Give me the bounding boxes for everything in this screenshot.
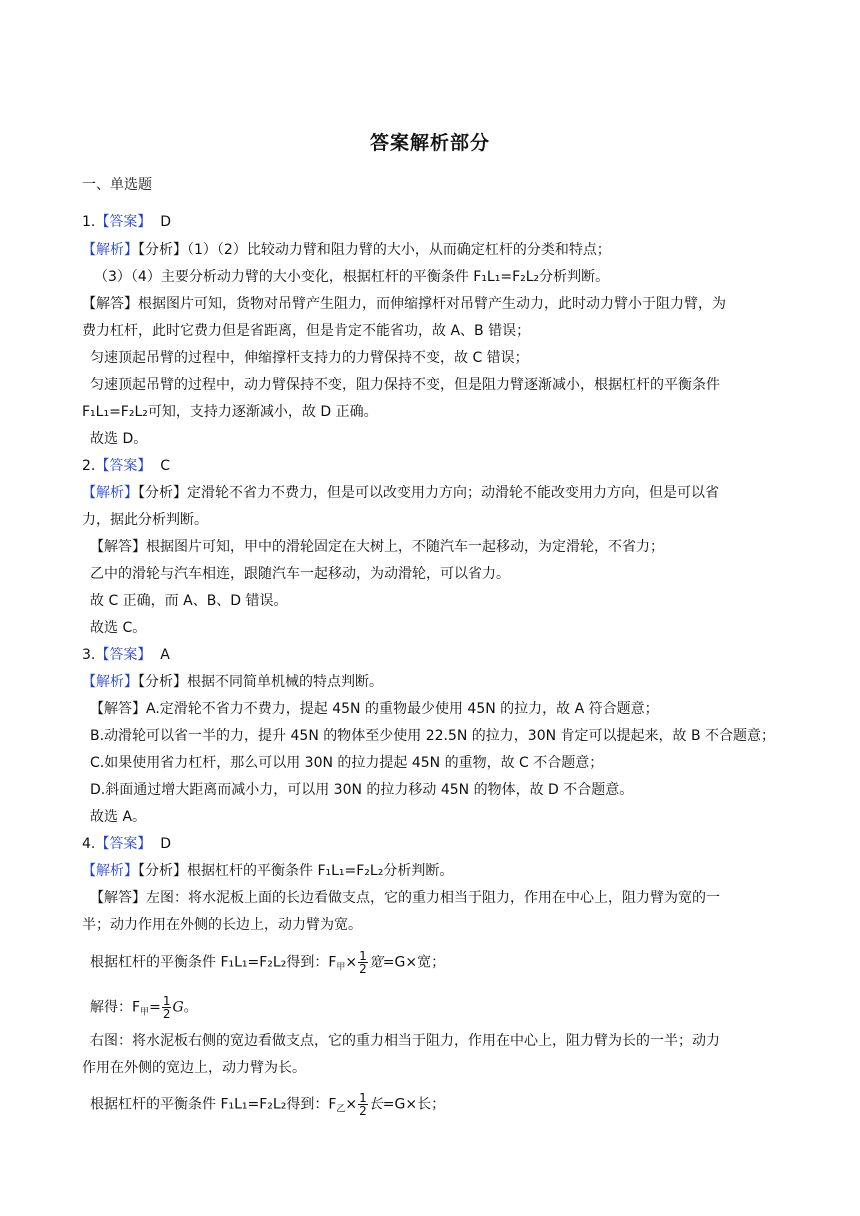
q3-answer-line	[82, 645, 170, 665]
q2-text-3: 【解答】根据图片可知，甲中的滑轮固定在大树上，不随汽车一起移动，为定滑轮，不省力；	[90, 539, 664, 555]
eq3-subscript: 乙	[336, 1104, 346, 1115]
q2-number: 2.	[82, 458, 96, 474]
q1-text-8: 故选 D。	[90, 431, 148, 447]
eq2-variable: G	[172, 999, 184, 1016]
q1-jiexi-tag: 【解析】	[82, 242, 138, 258]
q4-equation-3	[90, 1092, 445, 1120]
q3-text-5: D.斜面通过增大距离而减小力，可以用 30N 的拉力移动 45N 的物体，故 D 不合题意。	[90, 782, 634, 798]
q1-answer-line	[82, 212, 171, 232]
eq2-numerator: 1	[162, 994, 171, 1008]
q1-text-4: 费力杠杆，此时它费力但是省距离，但是肯定不能省功，故 A、B 错误；	[82, 323, 531, 339]
eq1-denominator: 2	[359, 962, 367, 976]
q4-answer: D	[160, 836, 172, 852]
q3-text-2: 【解答】A.定滑轮不省力不费力，提起 45N 的重物最少使用 45N 的拉力，故 A 符合题意；	[90, 701, 659, 717]
q1-answer: D	[160, 214, 172, 230]
q3-number: 3.	[82, 647, 96, 663]
eq2-fraction	[162, 995, 172, 1020]
q3-text-4: C.如果使用省力杠杆，那么可以用 30N 的拉力提起 45N 的重物，故 C 不合题意；	[90, 755, 604, 771]
eq2-prefix: 解得：F	[90, 999, 141, 1016]
q4-equation-1	[90, 950, 445, 978]
q2-answer-tag: 【答案】	[95, 458, 152, 474]
q3-answer-tag: 【答案】	[95, 647, 152, 663]
q2-jiexi-tag: 【解析】	[82, 485, 138, 501]
q3-text-1: 【分析】根据不同简单机械的特点判断。	[138, 674, 383, 690]
eq3-numerator: 1	[359, 1091, 367, 1105]
section-heading: 一、单选题	[82, 177, 152, 193]
q1-text-1: 【分析】（1）（2）比较动力臂和阻力臂的大小，从而确定杠杆的分类和特点；	[138, 242, 611, 258]
q1-text-7: F₁L₁=F₂L₂可知，支持力逐渐减小，故 D 正确。	[82, 404, 378, 420]
q2-text-2: 力，据此分析判断。	[82, 512, 208, 528]
q2-text-1: 【分析】定滑轮不省力不费力，但是可以改变用力方向；动滑轮不能改变用力方向，但是可以省	[138, 485, 719, 501]
eq1-subscript: 甲	[336, 962, 346, 973]
eq1-prefix: 根据杠杆的平衡条件 F₁L₁=F₂L₂得到：F	[90, 954, 337, 971]
q4-text-1: 【分析】根据杠杆的平衡条件 F₁L₁=F₂L₂分析判断。	[138, 863, 454, 879]
q3-analysis-line	[82, 672, 383, 692]
eq3-times: ×	[345, 1096, 358, 1113]
q3-jiexi-tag: 【解析】	[82, 674, 138, 690]
q4-answer-tag: 【答案】	[95, 836, 152, 852]
q2-analysis-line	[82, 483, 719, 503]
q4-number: 4.	[82, 836, 96, 852]
eq1-times: ×	[345, 954, 358, 971]
q4-answer-line	[82, 834, 171, 854]
q2-answer: C	[160, 458, 171, 474]
q4-text-3: 半；动力作用在外侧的长边上，动力臂为宽。	[82, 917, 362, 933]
q4-text-2: 【解答】左图：将水泥板上面的长边看做支点，它的重力相当于阻力，作用在中心上，阻力臂为宽的一	[90, 890, 720, 906]
q1-answer-tag: 【答案】	[95, 214, 152, 230]
eq1-variable: 宽	[368, 954, 383, 971]
q1-text-5: 匀速顶起吊臂的过程中，伸缩撑杆支持力的力臂保持不变，故 C 错误；	[90, 350, 529, 366]
q2-text-5: 故 C 正确，而 A、B、D 错误。	[90, 593, 288, 609]
q3-text-6: 故选 A。	[90, 809, 147, 825]
q4-text-5: 作用在外侧的宽边上，动力臂为长。	[82, 1060, 306, 1076]
eq3-variable: 长	[368, 1096, 383, 1113]
eq2-subscript: 甲	[140, 1007, 150, 1018]
eq3-suffix: =G×长；	[382, 1096, 446, 1113]
q1-text-3: 【解答】根据图片可知，货物对吊臂产生阻力，而伸缩撑杆对吊臂产生动力，此时动力臂小于阻力臂，为	[82, 296, 726, 312]
eq1-fraction	[358, 950, 368, 975]
q2-text-4: 乙中的滑轮与汽车相连，跟随汽车一起移动，为动滑轮，可以省力。	[90, 566, 510, 582]
q4-text-4: 右图：将水泥板右侧的宽边看做支点，它的重力相当于阻力，作用在中心上，阻力臂为长的一半；动力	[90, 1033, 720, 1049]
eq1-numerator: 1	[359, 949, 367, 963]
eq3-denominator: 2	[359, 1104, 367, 1118]
q3-answer: A	[160, 647, 170, 663]
eq2-equals: =	[149, 999, 161, 1016]
eq3-prefix: 根据杠杆的平衡条件 F₁L₁=F₂L₂得到：F	[90, 1096, 337, 1113]
q4-analysis-line	[82, 861, 453, 881]
eq3-fraction	[358, 1092, 368, 1117]
q1-text-6: 匀速顶起吊臂的过程中，动力臂保持不变，阻力保持不变，但是阻力臂逐渐减小，根据杠杆的平衡条件	[90, 377, 720, 393]
q2-answer-line	[82, 456, 170, 476]
q3-text-3: B.动滑轮可以省一半的力，提升 45N 的物体至少使用 22.5N 的拉力，30N 肯定可以提起来，故 B 不合题意；	[90, 728, 776, 744]
q1-analysis-line	[82, 240, 611, 260]
eq2-denominator: 2	[162, 1007, 171, 1021]
q1-text-2: （3）（4）主要分析动力臂的大小变化，根据杠杆的平衡条件 F₁L₁=F₂L₂分析判断。	[94, 269, 610, 285]
q4-jiexi-tag: 【解析】	[82, 863, 138, 879]
page-title: 答案解析部分	[369, 132, 490, 154]
eq2-suffix: 。	[183, 999, 198, 1016]
q2-text-6: 故选 C。	[90, 620, 147, 636]
eq1-suffix: =G×宽；	[382, 954, 446, 971]
q1-number: 1.	[82, 214, 96, 230]
q4-equation-2	[90, 995, 198, 1023]
